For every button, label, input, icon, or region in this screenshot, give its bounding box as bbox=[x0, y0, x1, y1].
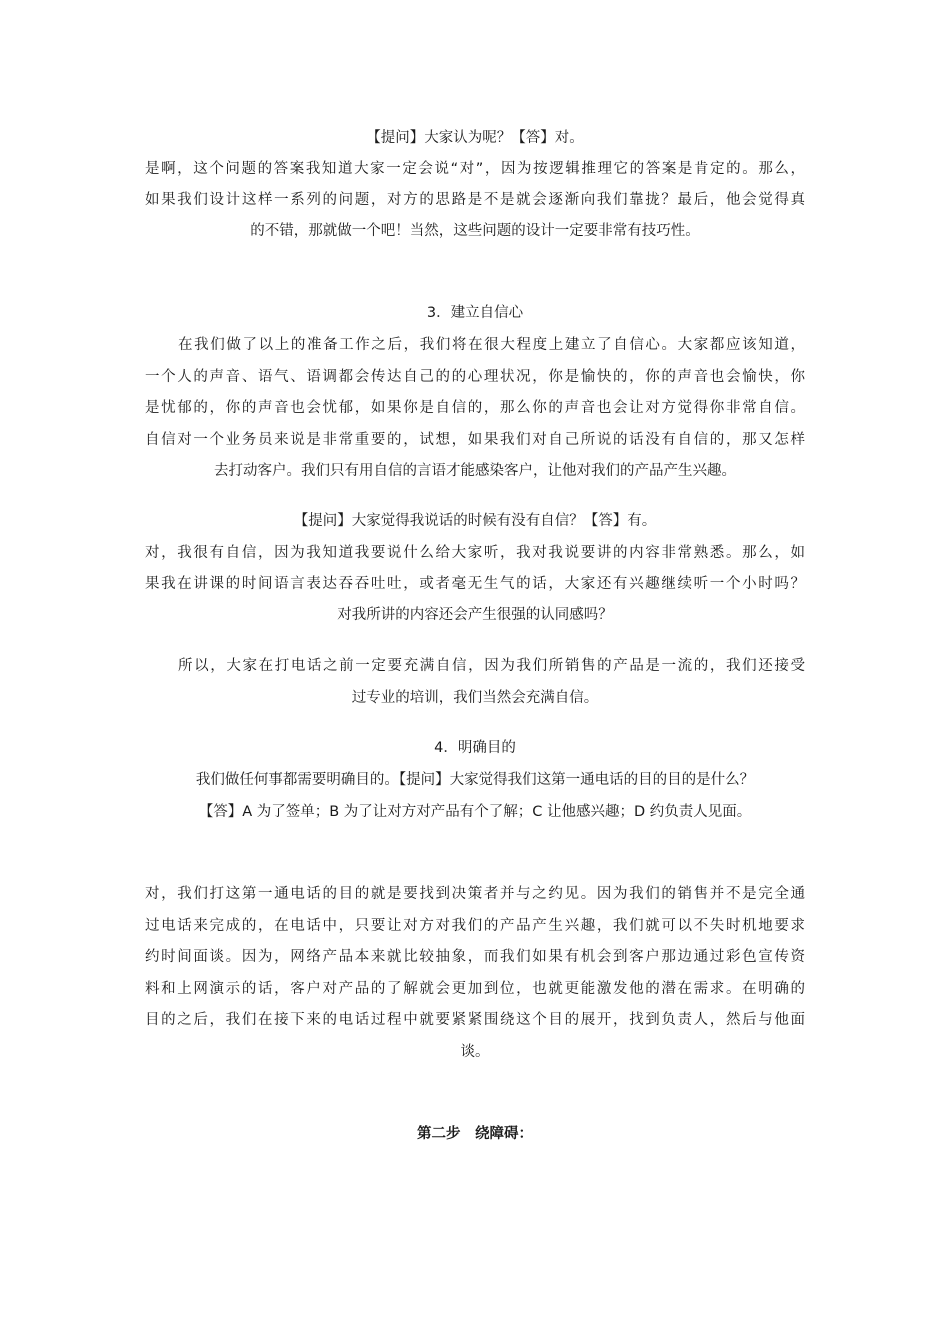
paragraph-line: 对我所讲的内容还会产生很强的认同感吗？ bbox=[337, 607, 613, 623]
section-heading: 3．建立自信心 bbox=[426, 305, 524, 321]
paragraph-line: 谈。 bbox=[460, 1044, 490, 1060]
paragraph-line: 是忧郁的，你的声音也会忧郁，如果你是自信的，那么你的声音也会让对方觉得你非常自信。 bbox=[145, 400, 805, 416]
paragraph-line: 过电话来完成的，在电话中，只要让对方对我们的产品产生兴趣，我们就可以不失时机地要求 bbox=[145, 918, 805, 934]
paragraph-line: 所以，大家在打电话之前一定要充满自信，因为我们所销售的产品是一流的，我们还接受 bbox=[178, 658, 805, 674]
qa-line: 【提问】大家认为呢？【答】对。 bbox=[366, 130, 584, 146]
section-heading: 4．明确目的 bbox=[434, 740, 516, 756]
paragraph-line: 过专业的培训，我们当然会充满自信。 bbox=[351, 690, 599, 706]
paragraph-line: 如果我们设计这样一系列的问题，对方的思路是不是就会逐渐向我们靠拢？最后，他会觉得真 bbox=[145, 192, 805, 208]
paragraph-line: 果我在讲课的时间语言表达吞吞吐吐，或者毫无生气的话，大家还有兴趣继续听一个小时吗？ bbox=[145, 576, 805, 592]
paragraph-line: 是啊，这个问题的答案我知道大家一定会说“对”，因为按逻辑推理它的答案是肯定的。那么， bbox=[145, 161, 805, 177]
paragraph-line: 目的之后，我们在接下来的电话过程中就要紧紧围绕这个目的展开，找到负责人，然后与他面 bbox=[145, 1012, 805, 1028]
paragraph-line: 对，我们打这第一通电话的目的就是要找到决策者并与之约见。因为我们的销售并不是完全通 bbox=[145, 886, 805, 902]
qa-line: 【提问】大家觉得我说话的时候有没有自信？【答】有。 bbox=[293, 513, 657, 529]
paragraph-line: 的不错，那就做一个吧！当然，这些问题的设计一定要非常有技巧性。 bbox=[250, 223, 700, 239]
paragraph-line: 一个人的声音、语气、语调都会传达自己的的心理状况，你是愉快的，你的声音也会愉快，你 bbox=[145, 369, 805, 385]
paragraph-line: 约时间面谈。因为，网络产品本来就比较抽象，而我们如果有机会到客户那边通过彩色宣传资 bbox=[145, 949, 805, 965]
paragraph-line: 自信对一个业务员来说是非常重要的，试想，如果我们对自己所说的话没有自信的，那又怎样 bbox=[145, 432, 805, 448]
paragraph-line: 我们做任何事都需要明确目的。【提问】大家觉得我们这第一通电话的目的目的是什么？ bbox=[195, 772, 755, 788]
step-heading: 第二步 绕障碍： bbox=[417, 1126, 533, 1142]
paragraph-line: 对，我很有自信，因为我知道我要说什么给大家听，我对我说要讲的内容非常熟悉。那么，如 bbox=[145, 545, 805, 561]
paragraph-line: 去打动客户。我们只有用自信的言语才能感染客户，让他对我们的产品产生兴趣。 bbox=[214, 463, 736, 479]
paragraph-line: 料和上网演示的话，客户对产品的了解就会更加到位，也就更能激发他的潜在需求。在明确的 bbox=[145, 981, 805, 997]
answer-options: 【答】A 为了签单；B 为了让对方对产品有个了解；C 让他感兴趣；D 约负责人见面。 bbox=[198, 804, 752, 820]
paragraph-line: 在我们做了以上的准备工作之后，我们将在很大程度上建立了自信心。大家都应该知道， bbox=[178, 337, 805, 353]
